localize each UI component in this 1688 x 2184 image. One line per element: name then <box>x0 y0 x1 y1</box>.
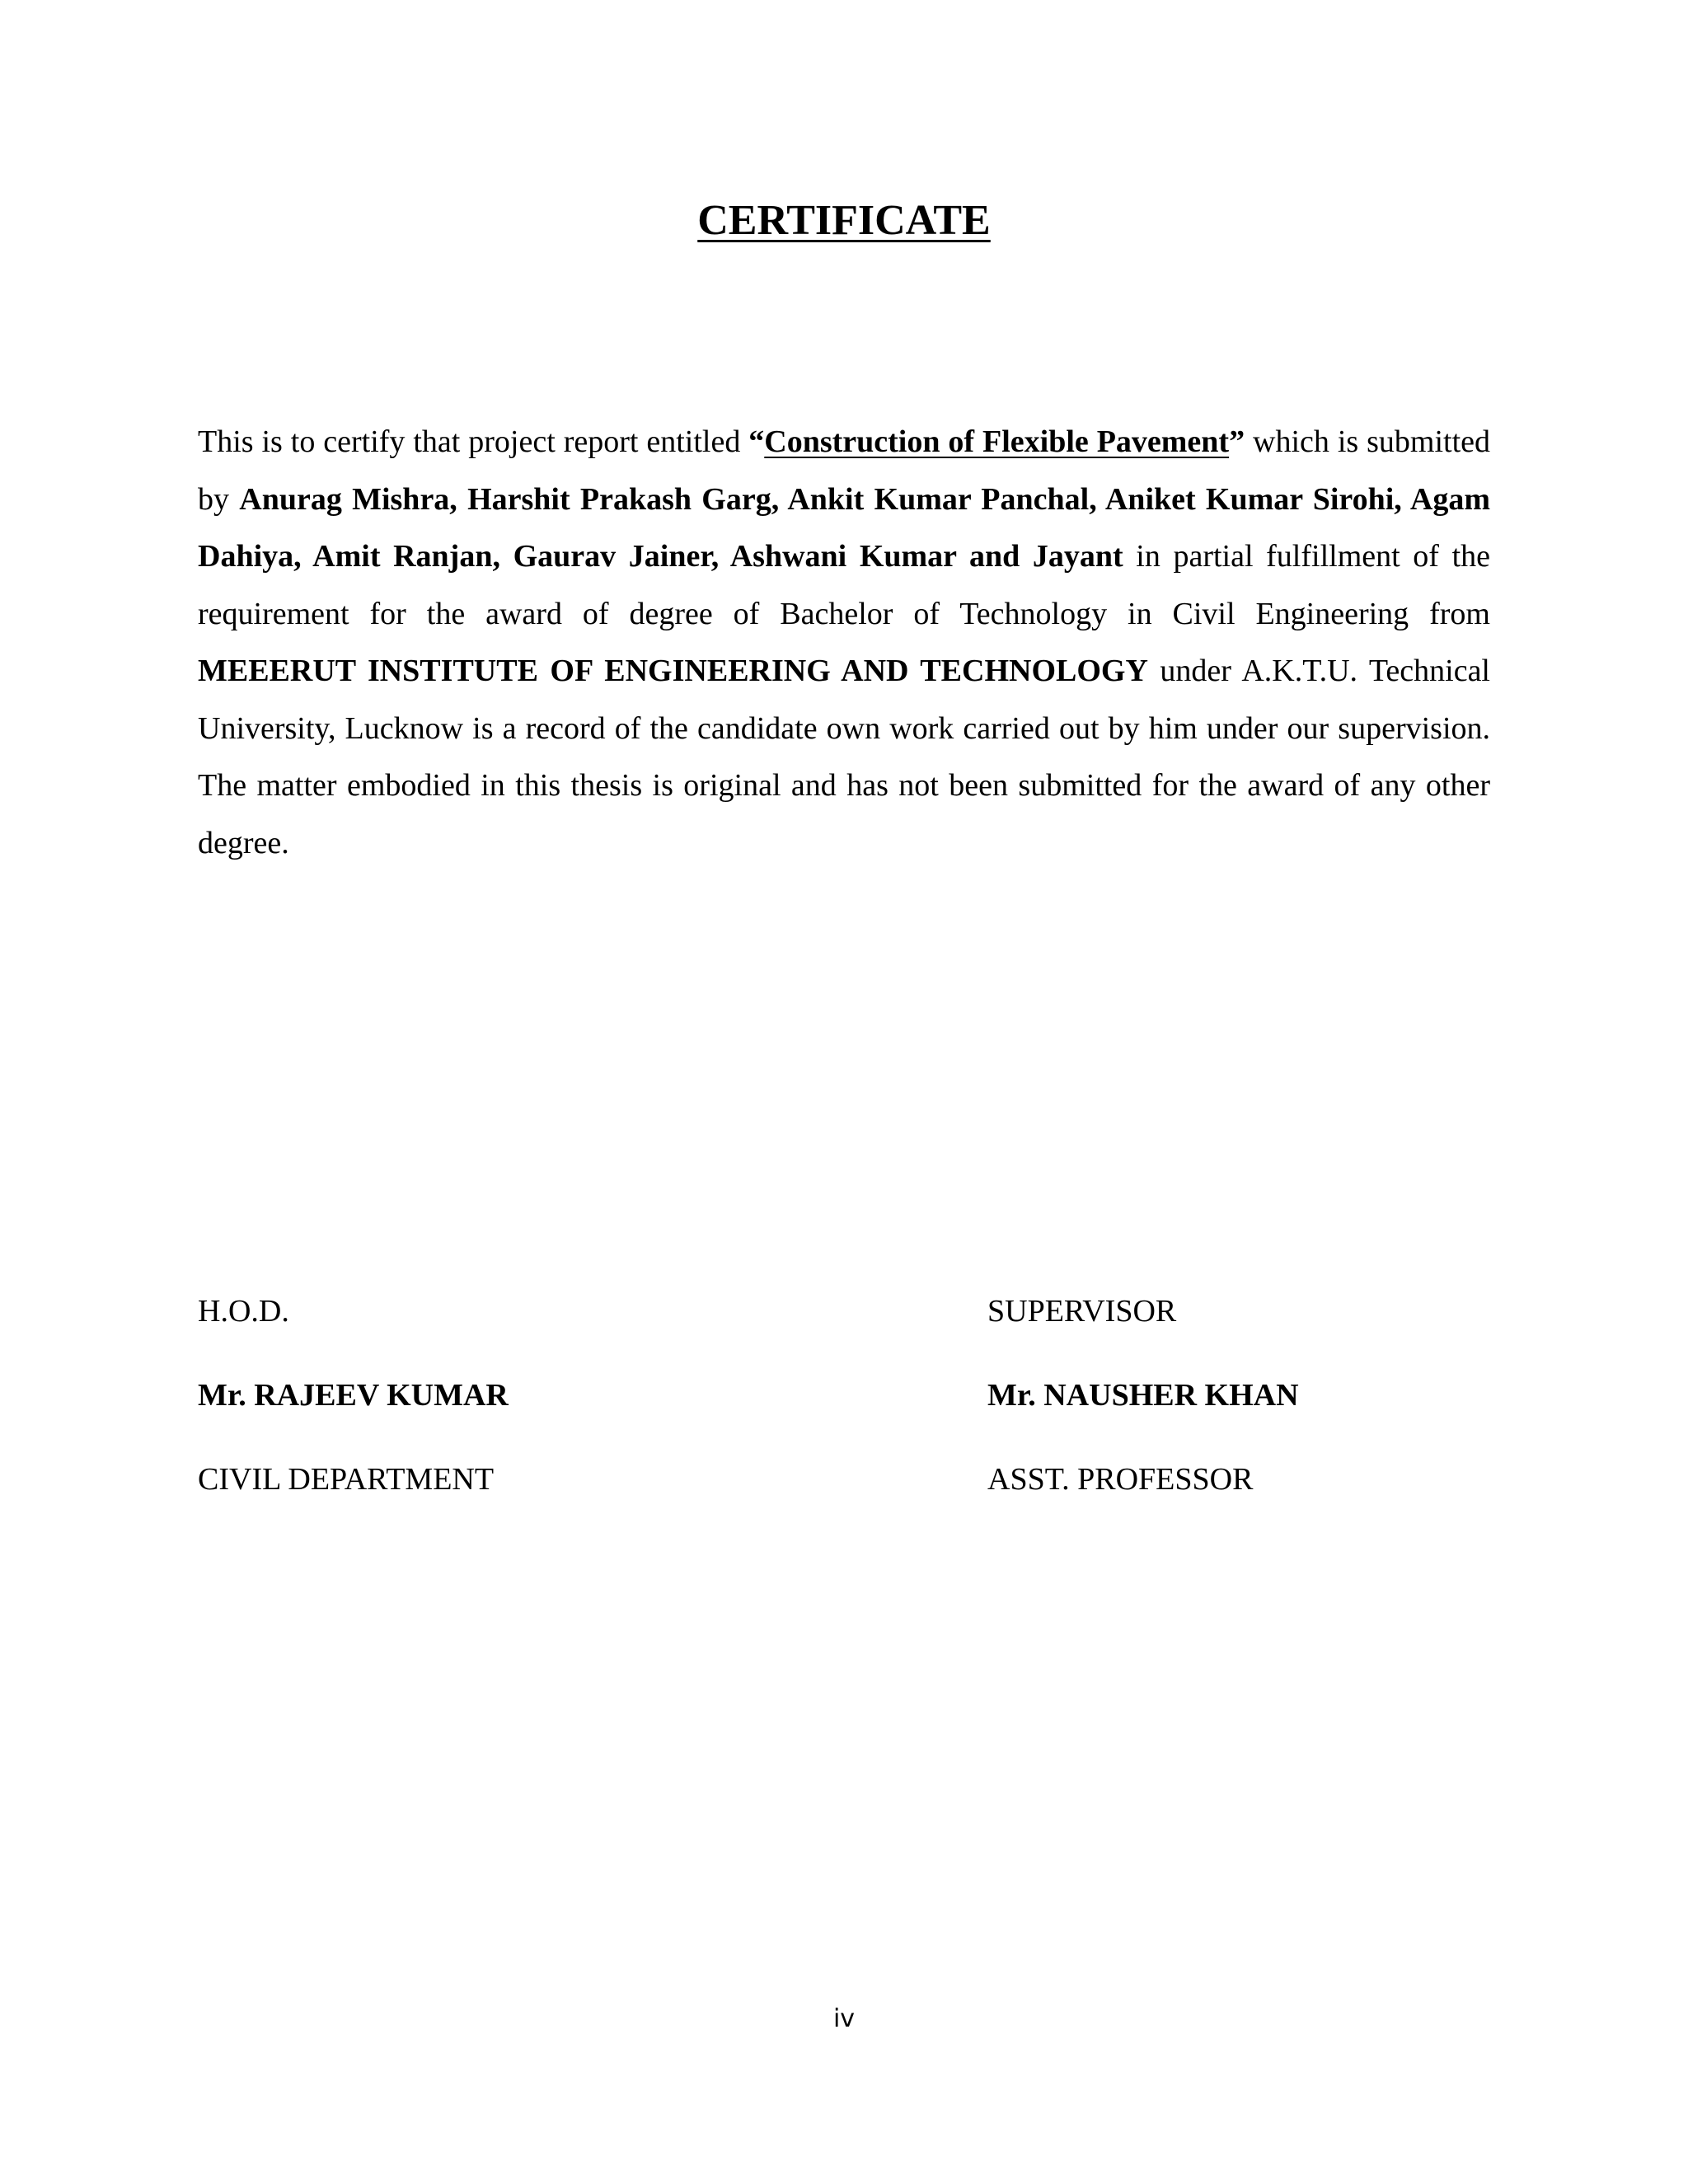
body-after-students: in partial fulfillment of the requirement for the award of degree of Bachelor of Technology in Civil Engineering from <box>198 539 1491 631</box>
project-title: Construction of Flexible Pavement <box>764 424 1230 459</box>
hod-department: CIVIL DEPARTMENT <box>198 1462 495 1497</box>
close-quote: ” <box>1229 424 1245 459</box>
body-after-title: which is submitted by <box>198 424 1490 517</box>
hod-name: Mr. RAJEEV KUMAR <box>198 1378 509 1413</box>
page-title <box>0 196 1688 246</box>
certificate-heading: CERTIFICATE <box>697 197 991 244</box>
project-title-block <box>748 424 1245 459</box>
body-closing: under A.K.T.U. Technical University, Lucknow is a record of the candidate own work carried out by him under our supervision. The matter embodied in this thesis is original and has not been submitted for the award of any other degree. <box>198 654 1490 860</box>
supervisor-designation: ASST. PROFESSOR <box>987 1462 1254 1497</box>
hod-role: H.O.D. <box>198 1294 289 1329</box>
certificate-body <box>198 414 1490 872</box>
institute-name: MEEERUT INSTITUTE OF ENGINEERING AND TECHNOLOGY <box>198 654 1148 688</box>
page-number: iv <box>832 2004 856 2033</box>
supervisor-name: Mr. NAUSHER KHAN <box>987 1378 1299 1413</box>
open-quote: “ <box>748 424 765 459</box>
student-names: Anurag Mishra, Harshit Prakash Garg, Ankit Kumar Panchal, Aniket Kumar Sirohi, Agam Dahiya, Amit Ranjan, Gaurav Jainer, Ashwani Kumar and Jayant <box>198 481 1491 574</box>
body-intro: This is to certify that project report entitled <box>198 424 749 459</box>
supervisor-role: SUPERVISOR <box>987 1294 1177 1329</box>
